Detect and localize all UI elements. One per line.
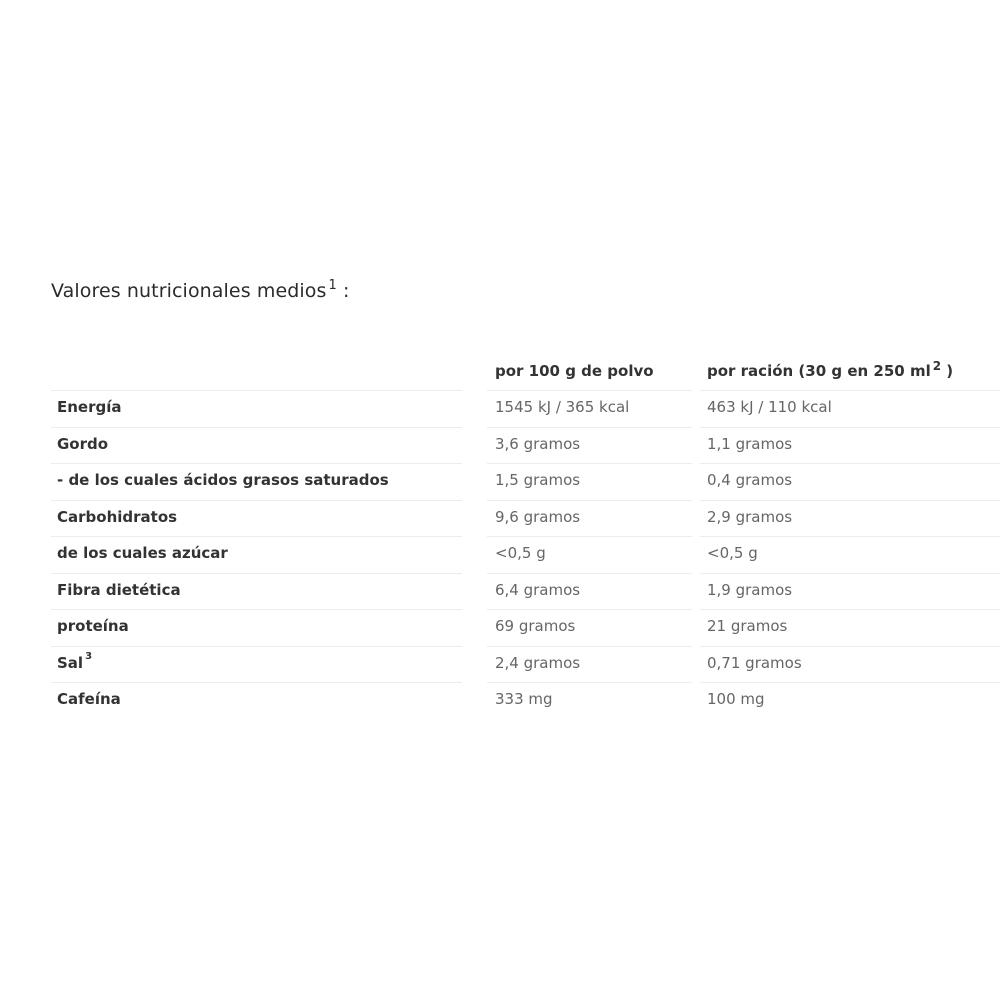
value-per-100g: 9,6 gramos	[495, 507, 581, 526]
header-per-serving	[707, 359, 954, 380]
value-per-100g: 3,6 gramos	[495, 434, 581, 453]
nutrient-label-text: - de los cuales ácidos grasos saturados	[57, 471, 389, 489]
value-per-serving: 1,1 gramos	[707, 434, 793, 453]
title-text: Valores nutricionales medios	[51, 280, 327, 302]
title-footnote: 1	[328, 278, 337, 293]
nutrient-label-text: de los cuales azúcar	[57, 544, 228, 562]
value-per-serving: 1,9 gramos	[707, 580, 793, 599]
table-row	[0, 500, 1000, 536]
value-per-100g: 1545 kJ / 365 kcal	[495, 398, 630, 416]
value-per-serving: <0,5 g	[707, 544, 758, 562]
value-per-100g: <0,5 g	[495, 544, 546, 562]
nutrient-label-text: Fibra dietética	[57, 580, 181, 599]
value-per-100g: 69 gramos	[495, 617, 576, 635]
nutrient-footnote: 3	[85, 650, 93, 662]
page-title	[51, 280, 350, 302]
value-per-serving: 100 mg	[707, 690, 765, 708]
header-per-serving-footnote: 2	[932, 359, 942, 373]
value-per-100g: 333 mg	[495, 690, 553, 708]
title-suffix: :	[336, 280, 350, 302]
table-row	[0, 463, 1000, 499]
nutrient-label	[57, 544, 228, 562]
header-per-100g: por 100 g de polvo	[495, 362, 654, 380]
value-per-serving: 0,4 gramos	[707, 471, 793, 489]
value-per-100g: 1,5 gramos	[495, 471, 581, 489]
table-row	[0, 427, 1000, 463]
nutrient-label	[57, 398, 122, 416]
table-header	[0, 352, 1000, 390]
nutrient-label	[57, 650, 93, 672]
table-row	[0, 390, 1000, 426]
nutrient-label-text: Sal	[57, 653, 84, 672]
header-per-serving-suffix: )	[941, 362, 954, 380]
table-row	[0, 682, 1000, 718]
nutrient-label	[57, 471, 389, 489]
value-per-serving: 21 gramos	[707, 617, 788, 635]
header-per-serving-text: por ración (30 g en 250 ml	[707, 362, 931, 380]
table-row	[0, 536, 1000, 572]
table-row	[0, 646, 1000, 682]
value-per-serving: 463 kJ / 110 kcal	[707, 398, 832, 416]
table-row	[0, 573, 1000, 609]
nutrient-label	[57, 508, 177, 526]
nutrient-label	[57, 617, 129, 635]
nutrient-label	[57, 690, 121, 708]
value-per-100g: 2,4 gramos	[495, 653, 581, 672]
value-per-serving: 2,9 gramos	[707, 507, 793, 526]
nutrient-label	[57, 581, 181, 599]
table-row	[0, 609, 1000, 645]
nutrient-label-text: Gordo	[57, 434, 109, 453]
nutrient-label	[57, 435, 108, 453]
nutrient-label-text: Energía	[57, 398, 122, 416]
value-per-100g: 6,4 gramos	[495, 580, 581, 599]
nutrient-label-text: Carbohidratos	[57, 507, 178, 526]
value-per-serving: 0,71 gramos	[707, 653, 802, 672]
nutrient-label-text: proteína	[57, 617, 129, 635]
nutrient-label-text: Cafeína	[57, 690, 121, 708]
